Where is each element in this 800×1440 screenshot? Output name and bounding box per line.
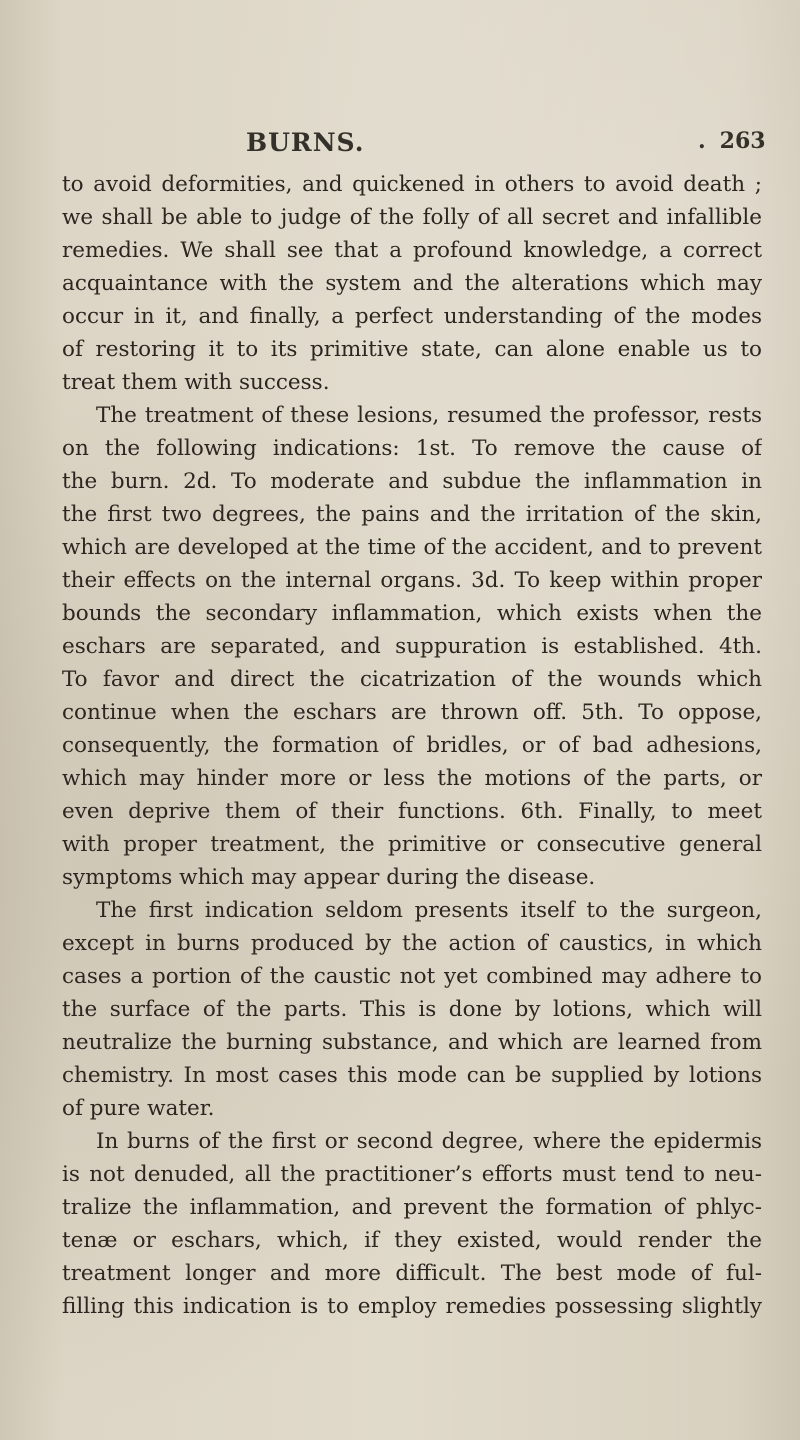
text-line: to avoid deformities, and quickened in others to avoid death ; [62, 172, 762, 197]
paragraph-start-line: In burns of the first or second degree, where the epidermis [96, 1129, 762, 1154]
text-line: remedies. We shall see that a profound knowledge, a correct [62, 238, 762, 263]
text-line: with proper treatment, the primitive or consecutive general [62, 832, 762, 857]
text-line: consequently, the formation of bridles, or of bad adhesions, [62, 733, 762, 758]
text-line: neutralize the burning substance, and which are learned from [62, 1030, 762, 1055]
running-title: BURNS. [246, 128, 365, 157]
text-line: acquaintance with the system and the alterations which may [62, 271, 762, 296]
page-number-value: 263 [719, 128, 766, 154]
text-line: tralize the inflammation, and prevent the formation of phlyc- [62, 1195, 762, 1220]
text-line: which are developed at the time of the accident, and to prevent [62, 535, 762, 560]
text-line: continue when the eschars are thrown off. 5th. To oppose, [62, 700, 762, 725]
text-line: on the following indications: 1st. To remove the cause of [62, 436, 762, 461]
page-header [0, 124, 800, 164]
text-line: filling this indication is to employ remedies possessing slightly [62, 1294, 762, 1319]
text-line: the surface of the parts. This is done by lotions, which will [62, 997, 762, 1022]
text-line: eschars are separated, and suppuration is established. 4th. [62, 634, 762, 659]
text-line: occur in it, and finally, a perfect understanding of the modes [62, 304, 762, 329]
text-line: symptoms which may appear during the disease. [62, 865, 596, 890]
text-line: we shall be able to judge of the folly of all secret and infallible [62, 205, 762, 230]
text-line: treatment longer and more difficult. The best mode of ful- [62, 1261, 762, 1286]
paragraph-start-line: The treatment of these lesions, resumed the professor, rests [96, 403, 762, 428]
text-line: bounds the secondary inflammation, which exists when the [62, 601, 762, 626]
body-text [62, 168, 762, 1323]
text-line: treat them with success. [62, 370, 330, 395]
text-line: even deprive them of their functions. 6th. Finally, to meet [62, 799, 762, 824]
text-line: which may hinder more or less the motions of the parts, or [62, 766, 762, 791]
text-line: cases a portion of the caustic not yet combined may adhere to [62, 964, 762, 989]
page-number-prefix: . [698, 128, 706, 154]
text-line: except in burns produced by the action of caustics, in which [62, 931, 762, 956]
text-line: of restoring it to its primitive state, can alone enable us to [62, 337, 762, 362]
text-line: the first two degrees, the pains and the irritation of the skin, [62, 502, 762, 527]
text-line: To favor and direct the cicatrization of the wounds which [62, 667, 762, 692]
text-line: is not denuded, all the practitioner’s efforts must tend to neu- [62, 1162, 762, 1187]
text-line: the burn. 2d. To moderate and subdue the inflammation in [62, 469, 762, 494]
text-line: chemistry. In most cases this mode can be supplied by lotions [62, 1063, 762, 1088]
text-line: their effects on the internal organs. 3d. To keep within proper [62, 568, 762, 593]
text-line: of pure water. [62, 1096, 215, 1121]
page-number [698, 128, 766, 154]
paragraph-start-line: The first indication seldom presents itself to the surgeon, [96, 898, 762, 923]
text-line: tenæ or eschars, which, if they existed, would render the [62, 1228, 762, 1253]
